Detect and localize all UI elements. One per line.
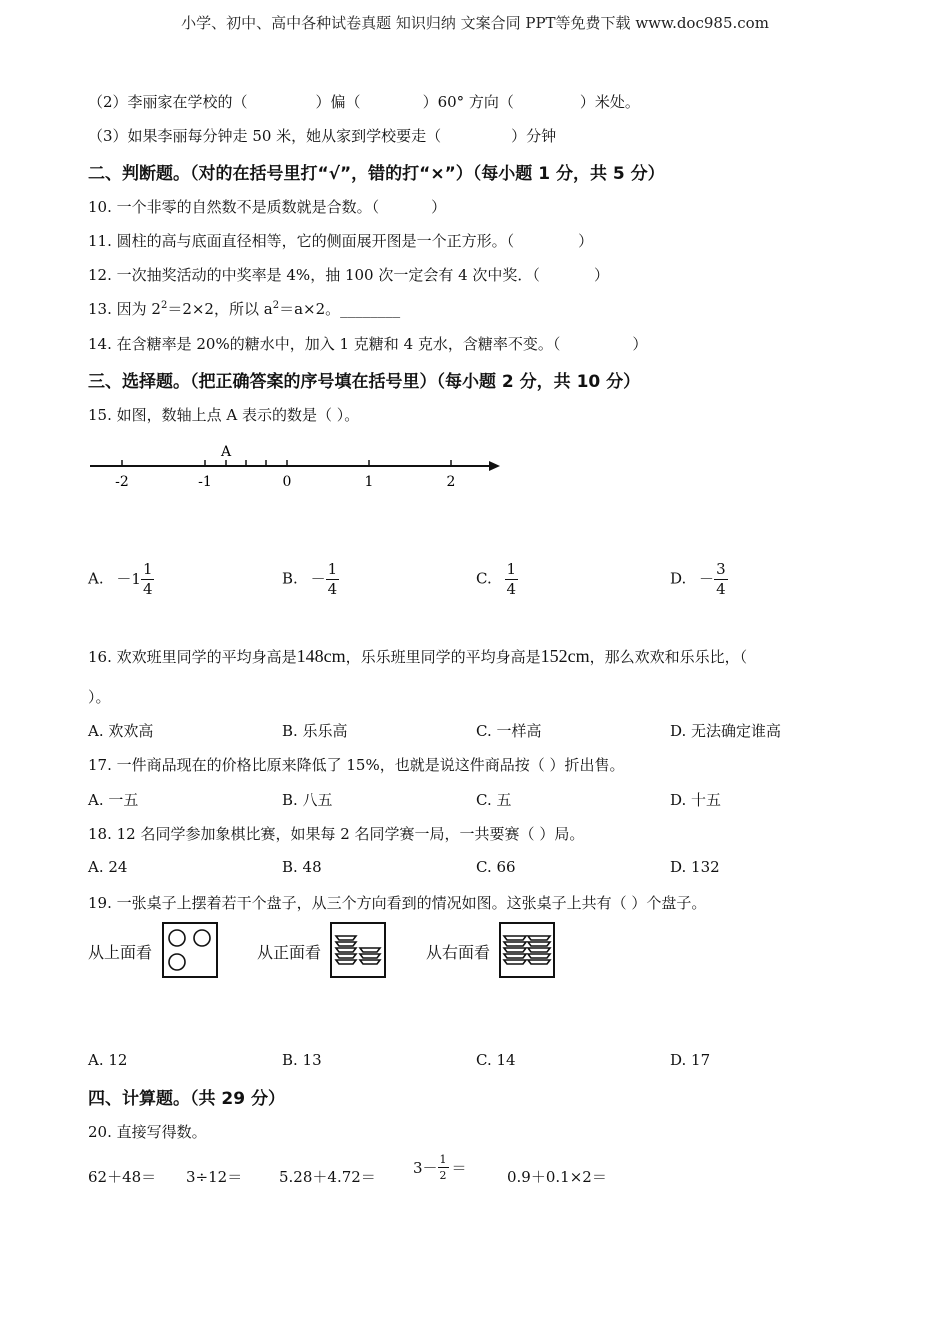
- q10-close: ）: [431, 198, 447, 216]
- q13-post: ＝a×2。________: [279, 300, 401, 318]
- denominator: 4: [142, 580, 153, 598]
- fraction: [141, 562, 155, 597]
- q20-expr-4: [413, 1154, 467, 1181]
- q12-close: ）: [593, 266, 609, 284]
- view-frame: [163, 923, 217, 977]
- q16-option-c[interactable]: C. 一样高: [476, 722, 542, 740]
- view-label-top: 从上面看: [88, 943, 153, 962]
- q18-option-c[interactable]: C. 66: [476, 858, 516, 876]
- numerator: 1: [439, 1153, 447, 1166]
- q16-line1: [88, 646, 747, 667]
- denominator: 4: [716, 580, 726, 598]
- tick-label: 2: [446, 474, 456, 490]
- q14-close: ）: [632, 335, 648, 353]
- q9-p2-d: ）米处。: [579, 93, 640, 111]
- q19-text: 19. 一张桌子上摆着若干个盘子，从三个方向看到的情况如图。这张桌子上共有（ ）个盘子。: [88, 894, 707, 912]
- q18-option-b[interactable]: B. 48: [282, 858, 322, 876]
- q15-option-a[interactable]: [88, 562, 154, 597]
- q11: [88, 230, 593, 251]
- q17-option-c[interactable]: C. 五: [476, 791, 512, 809]
- view-frame: [331, 923, 385, 977]
- q15-option-c[interactable]: [476, 562, 518, 597]
- numerator: 3: [716, 560, 726, 578]
- numerator: 1: [327, 560, 338, 578]
- plate-stack-icon: [336, 936, 356, 964]
- q13-mid: ＝2×2，所以 a: [167, 300, 273, 318]
- q9-p2-b: ）偏（: [315, 93, 361, 111]
- denominator: 2: [439, 1169, 447, 1182]
- q20-expr-5: 0.9＋0.1×2＝: [507, 1168, 607, 1186]
- q14-text: 14. 在含糖率是 20%的糖水中，加入 1 克糖和 4 克水，含糖率不变。（: [88, 335, 561, 353]
- plate-icon: [169, 954, 185, 970]
- view-label-front: 从正面看: [257, 943, 322, 962]
- q20-e4-post: ＝: [451, 1159, 467, 1177]
- section-4-title: 四、计算题。（共 29 分）: [88, 1089, 285, 1109]
- point-a-label: A: [220, 444, 232, 460]
- q18-option-d[interactable]: D. 132: [670, 858, 720, 876]
- q14: [88, 333, 647, 354]
- q9-p2-c: ）60° 方向（: [422, 93, 514, 111]
- number-line: [88, 438, 508, 494]
- q13-pre: 13. 因为 2: [88, 300, 161, 318]
- q17-text: 17. 一件商品现在的价格比原来降低了 15%，也就是说这件商品按（ ）折出售。: [88, 756, 625, 774]
- q9-part3: [88, 125, 556, 146]
- plate-stack-icon: [504, 936, 526, 964]
- q16-a: 16. 欢欢班里同学的平均身高是: [88, 648, 297, 666]
- page-header: 小学、初中、高中各种试卷真题 知识归纳 文案合同 PPT等免费下载 www.doc985.com: [181, 14, 769, 32]
- q20-expr-2: 3÷12＝: [186, 1168, 243, 1186]
- numerator: 1: [506, 560, 517, 578]
- q15-option-d[interactable]: [670, 562, 728, 597]
- q9-p3-a: （3）如果李丽每分钟走 50 米，她从家到学校要走（: [88, 127, 442, 145]
- denominator: 4: [506, 580, 517, 598]
- q19-option-a[interactable]: A. 12: [88, 1051, 128, 1069]
- fraction: [505, 562, 519, 597]
- q16-v2: 152cm: [540, 646, 590, 666]
- q19-option-b[interactable]: B. 13: [282, 1051, 322, 1069]
- fraction: [438, 1154, 449, 1181]
- q9-p3-b: ）分钟: [511, 127, 557, 145]
- axis-arrow: [489, 461, 500, 471]
- q15-text: 15. 如图，数轴上点 A 表示的数是（ ）。: [88, 406, 360, 424]
- numerator: 1: [142, 560, 153, 578]
- option-letter: A.: [88, 569, 104, 588]
- tick-label: 1: [364, 474, 374, 490]
- q9-p2-a: （2）李丽家在学校的（: [88, 93, 248, 111]
- option-sign: －: [699, 569, 715, 588]
- top-view-figure: [162, 922, 218, 978]
- section-3-title: 三、选择题。（把正确答案的序号填在括号里）（每小题 2 分，共 10 分）: [88, 372, 641, 392]
- fraction: [714, 562, 728, 597]
- q17-option-b[interactable]: B. 八五: [282, 791, 333, 809]
- q16-v1: 148cm: [296, 646, 346, 666]
- denominator: 4: [327, 580, 338, 598]
- q12: [88, 264, 609, 285]
- option-letter: B.: [282, 569, 298, 588]
- q18-option-a[interactable]: A. 24: [88, 858, 128, 876]
- view-label-right: 从右面看: [426, 943, 491, 962]
- q13-sup1: 2: [160, 300, 168, 311]
- option-sign: －1: [116, 569, 141, 588]
- q19-option-d[interactable]: D. 17: [670, 1051, 711, 1069]
- q18-text: 18. 12 名同学参加象棋比赛，如果每 2 名同学赛一局，一共要赛（ ）局。: [88, 825, 585, 843]
- q11-close: ）: [578, 232, 594, 250]
- q10-text: 10. 一个非零的自然数不是质数就是合数。（: [88, 198, 380, 216]
- q17-option-d[interactable]: D. 十五: [670, 791, 722, 809]
- q20-e4-pre: 3－: [413, 1159, 438, 1177]
- q17-option-a[interactable]: A. 一五: [88, 791, 139, 809]
- plate-stack-icon: [360, 948, 380, 964]
- q10: [88, 196, 446, 217]
- option-sign: －: [310, 569, 326, 588]
- q15-option-b[interactable]: [282, 562, 339, 597]
- tick-label: 0: [282, 474, 292, 490]
- plate-icon: [194, 930, 210, 946]
- option-letter: D.: [670, 569, 687, 588]
- plate-stack-icon: [528, 936, 550, 964]
- q11-text: 11. 圆柱的高与底面直径相等，它的侧面展开图是一个正方形。（: [88, 232, 515, 250]
- q16-line2: ）。: [88, 688, 111, 706]
- front-view-figure: [330, 922, 386, 978]
- q13: [88, 298, 400, 319]
- q19-option-c[interactable]: C. 14: [476, 1051, 516, 1069]
- tick-label: -1: [198, 474, 212, 490]
- q16-c: ，那么欢欢和乐乐比，（: [589, 648, 748, 666]
- q20-expr-3: 5.28＋4.72＝: [279, 1168, 376, 1186]
- right-view-figure: [499, 922, 555, 978]
- q12-text: 12. 一次抽奖活动的中奖率是 4%，抽 100 次一定会有 4 次中奖．（: [88, 266, 540, 284]
- q20-expr-1: 62＋48＝: [88, 1168, 157, 1186]
- q16-option-b[interactable]: B. 乐乐高: [282, 722, 348, 740]
- tick-label: -2: [115, 474, 129, 490]
- plate-icon: [169, 930, 185, 946]
- q9-part2: [88, 91, 640, 112]
- fraction: [326, 562, 340, 597]
- q13-sup2: 2: [272, 300, 280, 311]
- option-letter: C.: [476, 569, 492, 588]
- q16-b: ，乐乐班里同学的平均身高是: [345, 648, 541, 666]
- q16-option-a[interactable]: A. 欢欢高: [88, 722, 154, 740]
- view-frame: [500, 923, 554, 977]
- q20-text: 20. 直接写得数。: [88, 1123, 207, 1141]
- section-2-title: 二、判断题。（对的在括号里打“√”，错的打“×”）（每小题 1 分，共 5 分）: [88, 164, 665, 184]
- q16-option-d[interactable]: D. 无法确定谁高: [670, 722, 782, 740]
